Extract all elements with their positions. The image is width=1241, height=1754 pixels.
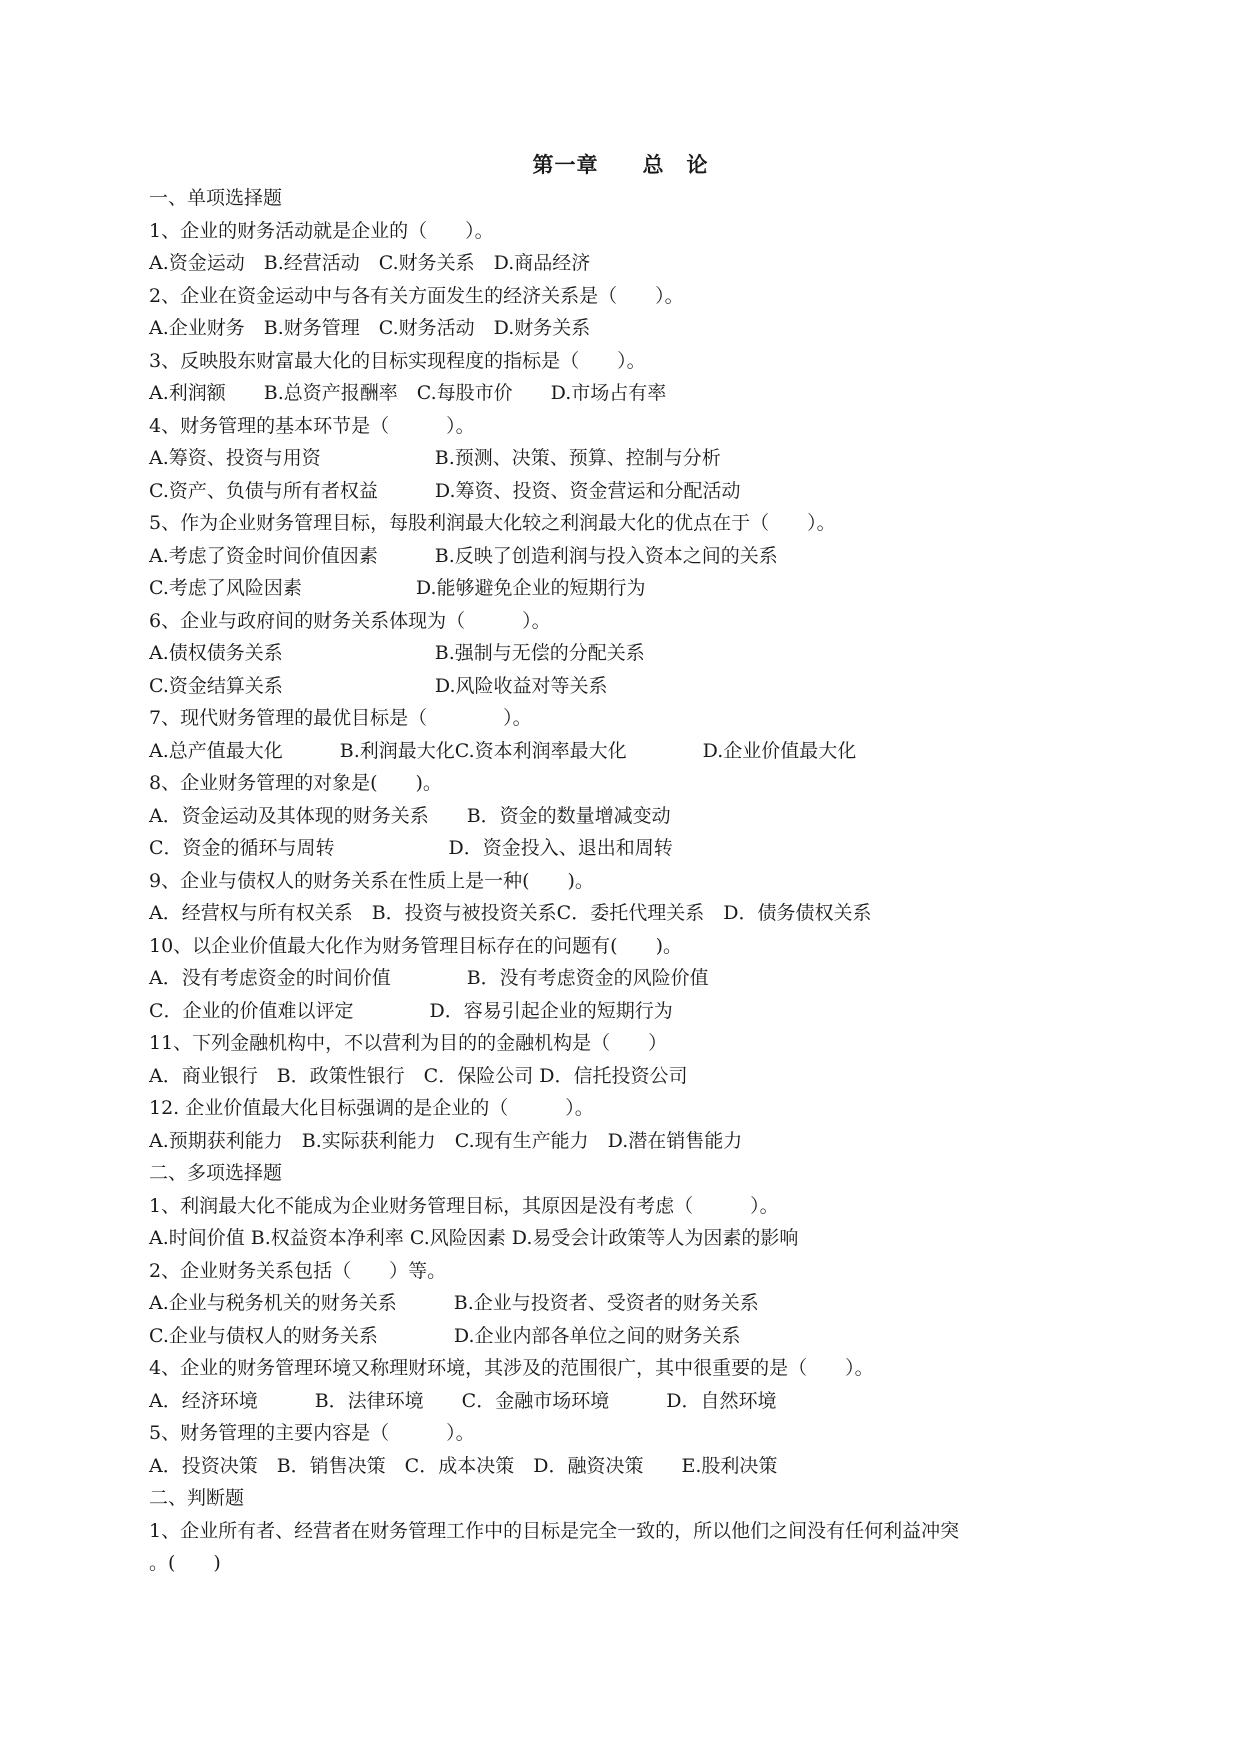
answer-options: C.考虑了风险因素 D.能够避免企业的短期行为 xyxy=(149,577,646,599)
answer-options: C.资金结算关系 D.风险收益对等关系 xyxy=(149,674,608,697)
question-text: 11、下列金融机构中，不以营利为目的的金融机构是（ ） xyxy=(149,1032,668,1054)
question-text: 1、企业所有者、经营者在财务管理工作中的目标是完全一致的，所以他们之间没有任何利益冲突 xyxy=(149,1519,960,1542)
exercise-body xyxy=(149,182,1149,1580)
answer-options: A.筹资、投资与用资 B.预测、决策、预算、控制与分析 xyxy=(149,447,721,469)
question-text: 5、作为企业财务管理目标，每股利润最大化较之利润最大化的优点在于（ ）。 xyxy=(149,512,836,534)
question-text: 3、反映股东财富最大化的目标实现程度的指标是（ ）。 xyxy=(149,349,646,372)
question-text: 9、企业与债权人的财务关系在性质上是一种( )。 xyxy=(149,869,594,892)
question-text: 5、财务管理的主要内容是（ ）。 xyxy=(149,1422,475,1444)
answer-options: A．经营权与所有权关系 B．投资与被投资关系C．委托代理关系 D．债务债权关系 xyxy=(149,902,872,924)
answer-options: A．商业银行 B．政策性银行 C．保险公司 D．信托投资公司 xyxy=(149,1064,688,1087)
answer-options: A.资金运动 B.经营活动 C.财务关系 D.商品经济 xyxy=(149,252,591,274)
question-text: 10、以企业价值最大化作为财务管理目标存在的问题有( )。 xyxy=(149,934,683,957)
chapter-title xyxy=(0,150,1241,180)
answer-options: A．资金运动及其体现的财务关系 B．资金的数量增减变动 xyxy=(149,804,671,827)
answer-options: A.时间价值 B.权益资本净利率 C.风险因素 D.易受会计政策等人为因素的影响 xyxy=(149,1227,799,1249)
section-heading: 二、多项选择题 xyxy=(149,1162,283,1184)
question-text: 8、企业财务管理的对象是( )。 xyxy=(149,772,442,794)
answer-options: A．投资决策 B．销售决策 C．成本决策 D．融资决策 E.股利决策 xyxy=(149,1454,778,1477)
question-text: 。( ) xyxy=(149,1552,221,1574)
answer-options: A.利润额 B.总资产报酬率 C.每股市价 D.市场占有率 xyxy=(149,382,667,404)
answer-options: A．没有考虑资金的时间价值 B．没有考虑资金的风险价值 xyxy=(149,967,709,989)
question-text: 12. 企业价值最大化目标强调的是企业的（ ）。 xyxy=(149,1097,594,1119)
question-text: 2、企业财务关系包括（ ）等。 xyxy=(149,1259,447,1282)
answer-options: A.债权债务关系 B.强制与无偿的分配关系 xyxy=(149,642,645,664)
answer-options: C.企业与债权人的财务关系 D.企业内部各单位之间的财务关系 xyxy=(149,1324,741,1347)
answer-options: A.预期获利能力 B.实际获利能力 C.现有生产能力 D.潜在销售能力 xyxy=(149,1129,743,1152)
chapter-title-text: 第一章 总 论 xyxy=(532,152,709,177)
answer-options: A.考虑了资金时间价值因素 B.反映了创造利润与投入资本之间的关系 xyxy=(149,544,778,567)
question-text: 4、企业的财务管理环境又称理财环境，其涉及的范围很广，其中很重要的是（ ）。 xyxy=(149,1357,874,1379)
question-text: 4、财务管理的基本环节是（ ）。 xyxy=(149,414,475,437)
section-heading: 二、判断题 xyxy=(149,1487,245,1509)
answer-options: A.企业财务 B.财务管理 C.财务活动 D.财务关系 xyxy=(149,317,591,339)
answer-options: C.资产、负债与所有者权益 D.筹资、投资、资金营运和分配活动 xyxy=(149,479,741,502)
question-text: 6、企业与政府间的财务关系体现为（ ）。 xyxy=(149,609,551,632)
question-text: 7、现代财务管理的最优目标是（ ）。 xyxy=(149,707,532,729)
answer-options: A．经济环境 B．法律环境 C．金融市场环境 D．自然环境 xyxy=(149,1389,777,1412)
answer-options: C．资金的循环与周转 D．资金投入、退出和周转 xyxy=(149,837,673,859)
answer-options: A.总产值最大化 B.利润最大化C.资本利润率最大化 D.企业价值最大化 xyxy=(149,739,857,762)
answer-options: C．企业的价值难以评定 D．容易引起企业的短期行为 xyxy=(149,999,673,1022)
answer-options: A.企业与税务机关的财务关系 B.企业与投资者、受资者的财务关系 xyxy=(149,1292,759,1314)
question-text: 1、利润最大化不能成为企业财务管理目标，其原因是没有考虑（ ）。 xyxy=(149,1194,779,1217)
question-text: 2、企业在资金运动中与各有关方面发生的经济关系是（ ）。 xyxy=(149,284,684,307)
section-heading: 一、单项选择题 xyxy=(149,187,283,209)
question-text: 1、企业的财务活动就是企业的（ ）。 xyxy=(149,219,494,242)
